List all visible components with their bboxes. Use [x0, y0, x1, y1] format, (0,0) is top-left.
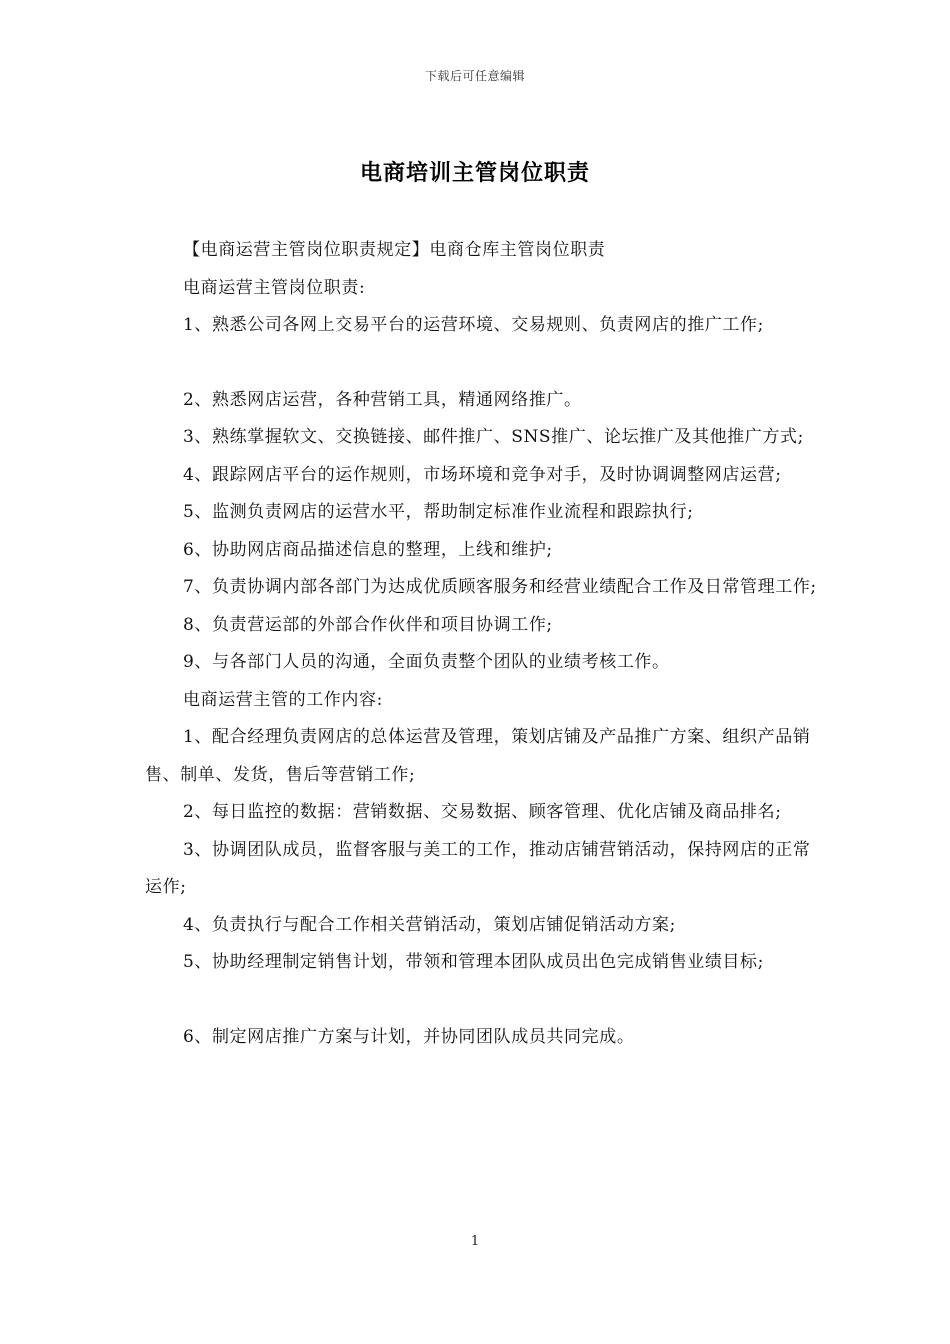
duty-item-3: 3、熟练掌握软文、交换链接、邮件推广、SNS推广、论坛推广及其他推广方式; [183, 427, 804, 447]
paragraph-intro: 【电商运营主管岗位职责规定】电商仓库主管岗位职责 [183, 240, 606, 260]
work-item-2: 2、每日监控的数据：营销数据、交易数据、顾客管理、优化店铺及商品排名; [183, 802, 782, 822]
work-item-6: 6、制定网店推广方案与计划，并协同团队成员共同完成。 [183, 1026, 635, 1047]
document-title: 电商培训主管岗位职责 [359, 160, 590, 186]
duty-item-2: 2、熟悉网店运营，各种营销工具，精通网络推广。 [183, 389, 582, 410]
section-heading-duties: 电商运营主管岗位职责: [183, 277, 366, 298]
work-item-1: 1、配合经理负责网店的总体运营及管理，策划店铺及产品推广方案、组织产品销售、制单、发货，售后等营销工作; [145, 727, 811, 785]
duty-item-9: 9、与各部门人员的沟通，全面负责整个团队的业绩考核工作。 [183, 652, 670, 672]
document-body [145, 232, 825, 1056]
work-item-3: 3、协调团队成员，监督客服与美工的工作，推动店铺营销活动，保持网店的正常运作; [145, 839, 811, 897]
section-heading-work-content: 电商运营主管的工作内容: [183, 689, 383, 710]
page-number: 1 [470, 1234, 480, 1249]
work-item-5: 5、协助经理制定销售计划，带领和管理本团队成员出色完成销售业绩目标; [183, 952, 764, 972]
duty-item-5: 5、监测负责网店的运营水平，帮助制定标准作业流程和跟踪执行; [183, 502, 694, 522]
work-item-4: 4、负责执行与配合工作相关营销活动，策划店铺促销活动方案; [183, 914, 676, 935]
duty-item-8: 8、负责营运部的外部合作伙伴和项目协调工作; [183, 614, 553, 635]
duty-item-1: 1、熟悉公司各网上交易平台的运营环境、交易规则、负责网店的推广工作; [183, 315, 764, 335]
duty-item-7: 7、负责协调内部各部门为达成优质顾客服务和经营业绩配合工作及日常管理工作; [183, 577, 817, 597]
duty-item-6: 6、协助网店商品描述信息的整理，上线和维护; [183, 539, 553, 560]
duty-item-4: 4、跟踪网店平台的运作规则，市场环境和竞争对手，及时协调调整网店运营; [183, 464, 782, 485]
header-note: 下载后可任意编辑 [424, 69, 525, 83]
